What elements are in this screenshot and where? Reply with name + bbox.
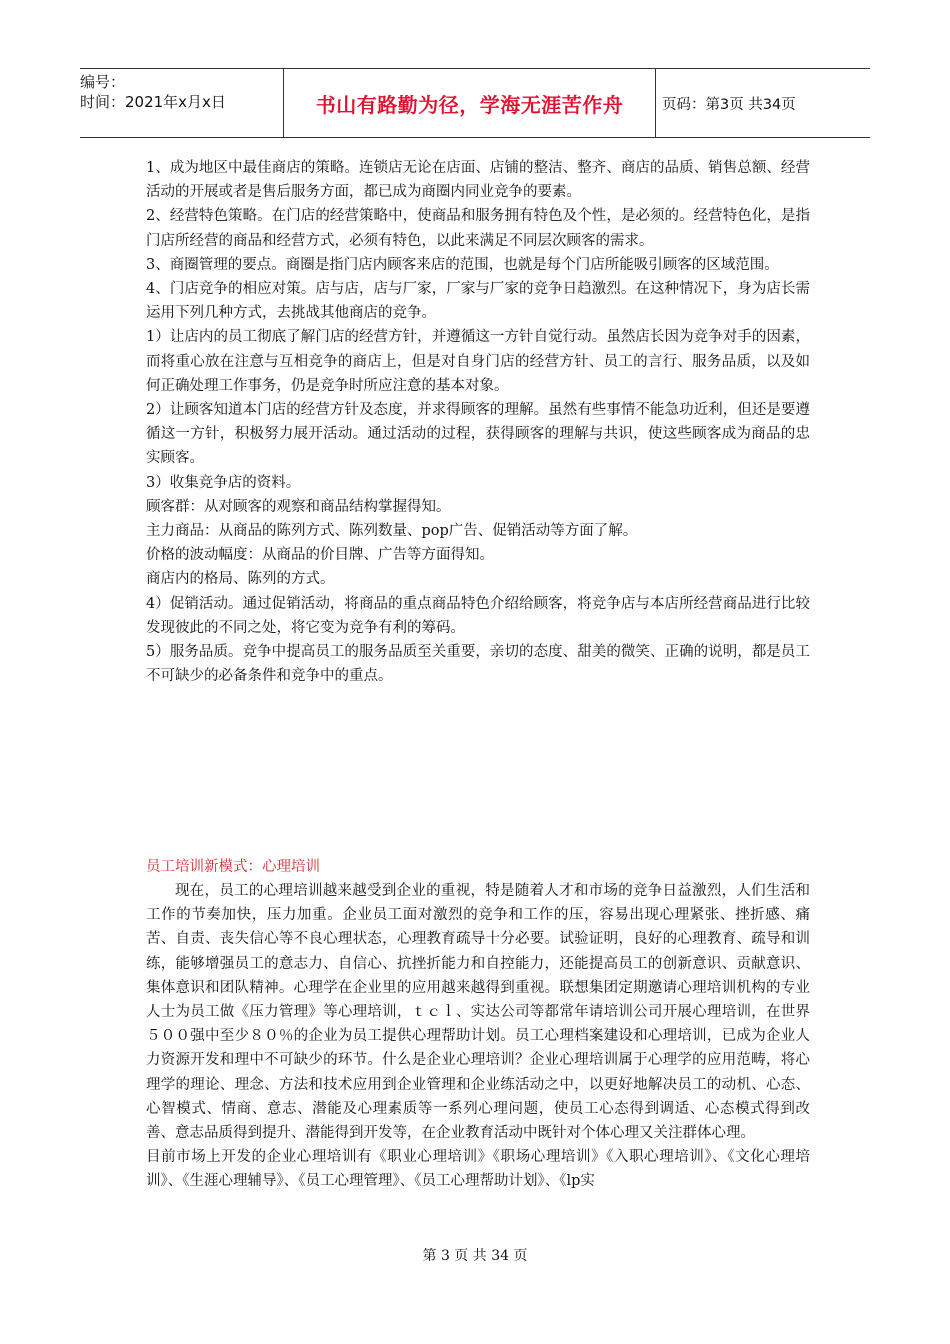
paragraph: 3、商圈管理的要点。商圈是指门店内顾客来店的范围，也就是每个门店所能吸引顾客的区域范围。 <box>146 256 779 273</box>
footer-page-number: 第 3 页 共 34 页 <box>422 1248 528 1264</box>
header-motto: 书山有路勤为径，学海无涯苦作舟 <box>315 92 624 117</box>
section-store-competition <box>146 156 810 688</box>
paragraph: 4、门店竞争的相应对策。店与店，店与厂家，厂家与厂家的竞争日趋激烈。在这种情况下，身为店长需运用下列几种方式，去挑战其他商店的竞争。 <box>146 281 810 322</box>
paragraph: 目前市场上开发的企业心理培训有《职业心理培训》《职场心理培训》《入职心理培训》、《文化心理培训》、《生涯心理辅导》、《员工心理管理》、《员工心理帮助计划》、《lp实 <box>146 1149 810 1190</box>
paragraph: 商店内的格局、陈列的方式。 <box>146 571 335 588</box>
paragraph: 1、成为地区中最佳商店的策略。连锁店无论在店面、店铺的整洁、整齐、商店的品质、销售总额、经营活动的开展或者是售后服务方面，都已成为商圈内同业竞争的要素。 <box>146 160 810 201</box>
header-page-number: 页码：第3页 共34页 <box>662 96 796 113</box>
document-number-label: 编号： <box>80 73 126 91</box>
section-title: 员工培训新模式：心理培训 <box>146 859 320 875</box>
paragraph: 主力商品：从商品的陈列方式、陈列数量、pop广告、促销活动等方面了解。 <box>146 523 638 540</box>
header-motto-cell <box>283 69 656 137</box>
header-page-cell <box>656 69 870 137</box>
page-footer <box>0 1245 950 1265</box>
paragraph: 4）促销活动。通过促销活动，将商品的重点商品特色介绍给顾客，将竞争店与本店所经营商品进行比较发现彼此的不同之处，将它变为竞争有利的筹码。 <box>146 595 810 636</box>
paragraph: 现在，员工的心理培训越来越受到企业的重视，特是随着人才和市场的竞争日益激烈，人们生活和工作的节奏加快，压力加重。企业员工面对激烈的竞争和工作的压，容易出现心理紧张、挫折感、痛苦、自责、丧失信心等不良心理状态，心理教育疏导十分必要。试验证明，良好的心理教育、疏导和训练，能够增强员工的意志力、自信心、抗挫折能力和自控能力，还能提高员工的创新意识、贡献意识、集体意识和团队精神。心理学在企业里的应用越来越得到重视。联想集团定期邀请心理培训机构的专业人士为员工做《压力管理》等心理培训，ｔｃｌ、实达公司等都常年请培训公司开展心理培训，在世界５００强中至少８０％的企业为员工提供心理帮助计划。员工心理档案建设和心理培训，已成为企业人力资源开发和理中不可缺少的环节。什么是企业心理培训？企业心理培训属于心理学的应用范畴，将心理学的理论、理念、方法和技术应用到企业管理和企业练活动之中，以更好地解决员工的动机、心态、心智模式、情商、意志、潜能及心理素质等一系列心理问题，使员工心态得到调适、心态模式得到改善、意志品质得到提升、潜能得到开发等，在企业教育活动中既针对个体心理又关注群体心理。 <box>146 883 810 1142</box>
paragraph: 5）服务品质。竞争中提高员工的服务品质至关重要，亲切的态度、甜美的微笑、正确的说明，都是员工不可缺少的必备条件和竞争中的重点。 <box>146 644 810 685</box>
section-psychological-training <box>146 855 810 1194</box>
paragraph: 3）收集竞争店的资料。 <box>146 474 301 491</box>
paragraph: 2、经营特色策略。在门店的经营策略中，使商品和服务拥有特色及个性，是必须的。经营特色化，是指门店所经营的商品和经营方式，必须有特色，以此来满足不同层次顾客的需求。 <box>146 208 810 249</box>
paragraph: 2）让顾客知道本门店的经营方针及态度，并求得顾客的理解。虽然有些事情不能急功近利，但还是要遵循这一方针，积极努力展开活动。通过活动的过程，获得顾客的理解与共识，使这些顾客成为商品的忠实顾客。 <box>146 402 810 467</box>
paragraph: 1）让店内的员工彻底了解门店的经营方针，并遵循这一方针自觉行动。虽然店长因为竞争对手的因素，而将重心放在注意与互相竞争的商店上，但是对自身门店的经营方针、员工的言行、服务品质，以及如何正确处理工作事务，仍是竞争时所应注意的基本对象。 <box>146 329 810 394</box>
document-date-label: 时间：2021年x月x日 <box>80 93 226 111</box>
paragraph: 价格的波动幅度：从商品的价目牌、广告等方面得知。 <box>146 547 494 564</box>
paragraph: 顾客群：从对顾客的观察和商品结构掌握得知。 <box>146 498 451 515</box>
header-meta <box>80 69 283 137</box>
page-header <box>80 68 870 138</box>
